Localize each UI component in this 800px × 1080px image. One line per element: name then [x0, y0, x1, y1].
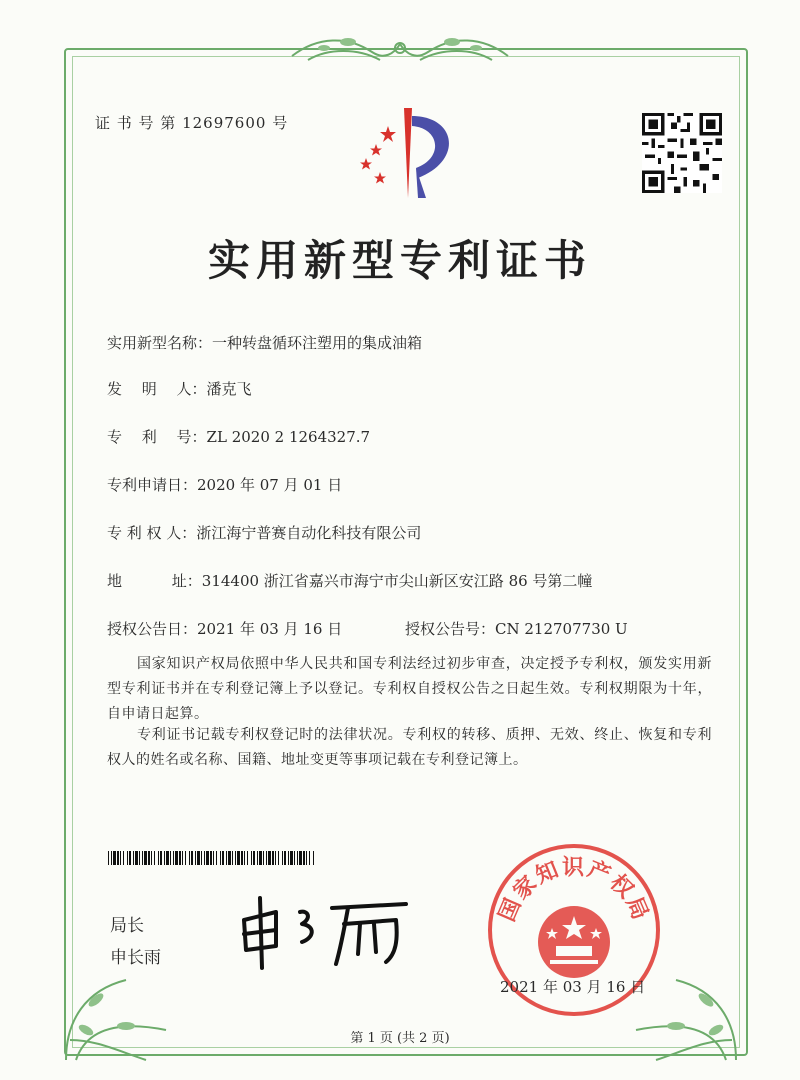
barcode-bar [284, 851, 286, 865]
barcode-bar [154, 851, 155, 865]
barcode-bar [144, 851, 147, 865]
barcode-bar [247, 851, 248, 865]
field-grant-announcement-date [107, 618, 342, 639]
director-name: 申长雨 [110, 948, 161, 968]
barcode-bar [290, 851, 293, 865]
barcode-bar [175, 851, 178, 865]
statement-paragraph: 国家知识产权局依照中华人民共和国专利法经过初步审查，决定授予专利权，颁发实用新型专利证书并在专利登记簿上予以登记。专利权自授权公告之日起生效。专利权期限为十年，自申请日起算。 [107, 656, 712, 722]
barcode-bar [158, 851, 159, 865]
field-value: 潘克飞 [206, 380, 252, 398]
barcode-bar [204, 851, 205, 865]
field-inventor [107, 378, 252, 399]
field-patent-number [107, 426, 370, 447]
barcode-bar [160, 851, 162, 865]
statement-paragraph: 专利证书记载专利权登记时的法律状况。专利权的转移、质押、无效、终止、恢复和专利权人的姓名或名称、国籍、地址变更等事项记载在专利登记簿上。 [107, 727, 712, 768]
barcode-bar [206, 851, 209, 865]
barcode-bar [129, 851, 131, 865]
field-label: 专 利 号： [107, 428, 207, 446]
barcode-bar [117, 851, 119, 865]
barcode-bar [294, 851, 295, 865]
seal-text: 国家知识产权局 [494, 855, 654, 926]
barcode-bar [263, 851, 264, 865]
field-value: 2020 年 07 月 01 日 [197, 476, 343, 494]
barcode [108, 851, 314, 865]
certificate-number [95, 112, 288, 133]
barcode-bar [268, 851, 271, 865]
barcode-bar [195, 851, 196, 865]
field-address [107, 570, 592, 591]
barcode-bar [139, 851, 140, 865]
barcode-bar [297, 851, 298, 865]
field-utility-model-name [107, 332, 422, 353]
field-application-date [107, 474, 342, 495]
field-patentee [107, 522, 421, 543]
barcode-bar [201, 851, 202, 865]
barcode-bar [299, 851, 302, 865]
director-title: 局长 [110, 916, 144, 936]
field-grant-announcement-number [405, 618, 628, 639]
barcode-bar [228, 851, 231, 865]
barcode-bar [111, 851, 112, 865]
patent-office-emblem [346, 102, 470, 202]
barcode-bar [170, 851, 171, 865]
field-label: 授权公告号： [405, 620, 496, 638]
field-label: 发 明 人： [107, 380, 207, 398]
barcode-bar [179, 851, 181, 865]
field-value: CN 212707730 U [495, 620, 628, 638]
barcode-bar [241, 851, 243, 865]
field-label: 实用新型名称： [107, 334, 213, 352]
barcode-bar [251, 851, 252, 865]
barcode-bar [127, 851, 128, 865]
barcode-bar [216, 851, 217, 865]
barcode-bar [237, 851, 240, 865]
barcode-bar [257, 851, 258, 865]
barcode-bar [182, 851, 183, 865]
barcode-bar [123, 851, 124, 865]
barcode-bar [282, 851, 283, 865]
bottom-left-ornament [56, 960, 176, 1070]
barcode-bar [166, 851, 169, 865]
certificate-number-label: 证 书 号 第 [95, 114, 177, 132]
field-label: 专 利 权 人： [107, 524, 197, 542]
barcode-bar [120, 851, 121, 865]
barcode-bar [275, 851, 276, 865]
barcode-bar [135, 851, 138, 865]
director-signature [236, 890, 416, 970]
barcode-bar [278, 851, 279, 865]
barcode-bar [313, 851, 314, 865]
field-value: ZL 2020 2 1264327.7 [206, 428, 371, 446]
barcode-bar [226, 851, 227, 865]
barcode-bar [197, 851, 200, 865]
page-number: 第 1 页 (共 2 页) [350, 1031, 450, 1046]
barcode-bar [303, 851, 305, 865]
barcode-bar [222, 851, 224, 865]
qr-code [642, 113, 722, 193]
barcode-bar [189, 851, 190, 865]
barcode-bar [173, 851, 174, 865]
barcode-bar [164, 851, 165, 865]
top-ornament [288, 30, 512, 70]
field-label: 授权公告日： [107, 620, 198, 638]
barcode-bar [185, 851, 186, 865]
field-value: 2021 年 03 月 16 日 [197, 620, 343, 638]
field-value: 314400 浙江省嘉兴市海宁市尖山新区安江路 86 号第二幢 [201, 572, 593, 590]
barcode-bar [142, 851, 143, 865]
barcode-bar [133, 851, 134, 865]
barcode-bar [235, 851, 236, 865]
field-value: 一种转盘循环注塑用的集成油箱 [212, 334, 423, 352]
barcode-bar [244, 851, 245, 865]
barcode-bar [306, 851, 307, 865]
barcode-bar [148, 851, 150, 865]
barcode-bar [213, 851, 214, 865]
barcode-bar [151, 851, 152, 865]
field-label: 专利申请日： [107, 476, 198, 494]
barcode-bar [309, 851, 310, 865]
certificate-number-value: 12697600 号 [182, 114, 289, 132]
barcode-bar [191, 851, 193, 865]
grant-date: 2021 年 03 月 16 日 [500, 978, 646, 996]
barcode-bar [288, 851, 289, 865]
barcode-bar [113, 851, 116, 865]
certificate-title: 实用新型专利证书 [207, 236, 592, 285]
field-label: 地 址： [107, 572, 202, 590]
barcode-bar [232, 851, 233, 865]
barcode-bar [253, 851, 255, 865]
barcode-bar [259, 851, 262, 865]
barcode-bar [272, 851, 274, 865]
barcode-bar [266, 851, 267, 865]
barcode-bar [108, 851, 109, 865]
barcode-bar [210, 851, 212, 865]
barcode-bar [220, 851, 221, 865]
field-value: 浙江海宁普赛自动化科技有限公司 [196, 524, 422, 542]
